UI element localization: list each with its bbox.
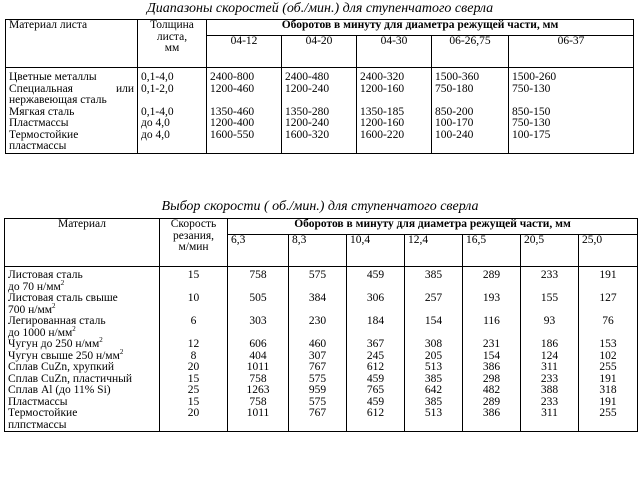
t2-value-cell: 233 bbox=[521, 397, 579, 409]
t2-value-cell: 155 bbox=[521, 293, 579, 316]
t1-value-cell: 1350-185 bbox=[357, 107, 432, 119]
t2-value-cell: 233 bbox=[521, 374, 579, 386]
t2-value-cell: 306 bbox=[347, 293, 405, 316]
t1-thickness-cell: 0,1-4,0 bbox=[138, 107, 207, 119]
t2-material-cell: Сплав CuZn, пластичный bbox=[5, 374, 160, 386]
t2-value-cell: 460 bbox=[289, 339, 347, 351]
t2-value-cell: 513 bbox=[405, 408, 463, 432]
t2-value-cell: 311 bbox=[521, 362, 579, 374]
t1-value-cell: 2400-480 bbox=[282, 68, 357, 84]
t1-value-cell: 1500-260 bbox=[509, 68, 634, 84]
t2-diameter: 16,5 bbox=[463, 235, 521, 267]
t1-diameter: 04-20 bbox=[282, 36, 357, 68]
t2-value-cell: 231 bbox=[463, 339, 521, 351]
t2-value-cell: 758 bbox=[228, 374, 289, 386]
t1-value-cell: 1600-320 bbox=[282, 130, 357, 154]
t2-material-cell: Легированная сталь до 1000 $н/мм^2$ bbox=[5, 316, 160, 339]
t1-header-thickness: Толщина листа, мм bbox=[138, 20, 207, 68]
t1-value-cell: 1600-220 bbox=[357, 130, 432, 154]
t2-speed-cell: 6 bbox=[160, 316, 228, 339]
t2-material-cell: Сплав Al (до 11% Si) bbox=[5, 385, 160, 397]
t2-value-cell: 116 bbox=[463, 316, 521, 339]
t2-value-cell: 153 bbox=[579, 339, 638, 351]
t2-value-cell: 642 bbox=[405, 385, 463, 397]
t1-value-cell: 1200-240 bbox=[282, 118, 357, 130]
t2-row bbox=[5, 385, 638, 397]
t2-header-rpm: Оборотов в минуту для диаметра режущей части, мм bbox=[228, 219, 638, 235]
t2-value-cell: 459 bbox=[347, 267, 405, 294]
t2-value-cell: 385 bbox=[405, 397, 463, 409]
t2-speed-cell: 15 bbox=[160, 397, 228, 409]
t1-value-cell: 1350-460 bbox=[207, 107, 282, 119]
t1-value-cell: 750-130 bbox=[509, 118, 634, 130]
t1-value-cell: 1350-280 bbox=[282, 107, 357, 119]
t2-value-cell: 404 bbox=[228, 351, 289, 363]
t2-value-cell: 102 bbox=[579, 351, 638, 363]
t1-diameter: 04-12 bbox=[207, 36, 282, 68]
t1-value-cell: 1200-400 bbox=[207, 118, 282, 130]
t2-value-cell: 76 bbox=[579, 316, 638, 339]
t1-diameter: 06-26,75 bbox=[432, 36, 509, 68]
t2-value-cell: 367 bbox=[347, 339, 405, 351]
t2-value-cell: 298 bbox=[463, 374, 521, 386]
t2-row bbox=[5, 293, 638, 316]
t2-value-cell: 184 bbox=[347, 316, 405, 339]
t2-value-cell: 289 bbox=[463, 267, 521, 294]
t1-diameter: 06-37 bbox=[509, 36, 634, 68]
t1-material-cell: Специальная или нержавеющая сталь bbox=[6, 84, 138, 107]
t2-header-speed: Скорость резания, м/мин bbox=[160, 219, 228, 267]
t2-value-cell: 575 bbox=[289, 397, 347, 409]
t1-thickness-cell: до 4,0 bbox=[138, 118, 207, 130]
t2-row bbox=[5, 408, 638, 432]
t2-material-cell: Пластмассы bbox=[5, 397, 160, 409]
t2-value-cell: 230 bbox=[289, 316, 347, 339]
t2-value-cell: 505 bbox=[228, 293, 289, 316]
table2-title: Выбор скорости ( об./мин.) для ступенчатого сверла bbox=[161, 199, 479, 214]
t2-value-cell: 233 bbox=[521, 267, 579, 294]
t1-value-cell: 750-180 bbox=[432, 84, 509, 107]
t2-value-cell: 154 bbox=[463, 351, 521, 363]
t1-value-cell: 2400-320 bbox=[357, 68, 432, 84]
t2-value-cell: 124 bbox=[521, 351, 579, 363]
t2-speed-cell: 8 bbox=[160, 351, 228, 363]
t2-value-cell: 385 bbox=[405, 374, 463, 386]
t2-value-cell: 384 bbox=[289, 293, 347, 316]
t1-value-cell: 1200-160 bbox=[357, 118, 432, 130]
t2-material-cell: Термостойкие плпстмассы bbox=[5, 408, 160, 432]
t2-value-cell: 575 bbox=[289, 267, 347, 294]
t1-row bbox=[6, 118, 634, 130]
t2-diameter: 6,3 bbox=[228, 235, 289, 267]
t1-value-cell: 1200-240 bbox=[282, 84, 357, 107]
t2-value-cell: 318 bbox=[579, 385, 638, 397]
t2-value-cell: 612 bbox=[347, 408, 405, 432]
table1-title: Диапазоны скоростей (об./мин.) для ступенчатого сверла bbox=[146, 1, 494, 16]
t1-material-cell: Термостойкие пластмассы bbox=[6, 130, 138, 154]
t1-value-cell: 850-200 bbox=[432, 107, 509, 119]
t2-value-cell: 308 bbox=[405, 339, 463, 351]
t2-value-cell: 575 bbox=[289, 374, 347, 386]
speed-selection-table bbox=[4, 218, 638, 432]
t1-value-cell: 1200-160 bbox=[357, 84, 432, 107]
t1-value-cell: 750-130 bbox=[509, 84, 634, 107]
t2-value-cell: 758 bbox=[228, 267, 289, 294]
t2-diameter: 20,5 bbox=[521, 235, 579, 267]
t1-value-cell: 100-175 bbox=[509, 130, 634, 154]
t2-value-cell: 93 bbox=[521, 316, 579, 339]
t2-speed-cell: 12 bbox=[160, 339, 228, 351]
t2-value-cell: 612 bbox=[347, 362, 405, 374]
t2-value-cell: 255 bbox=[579, 362, 638, 374]
t2-value-cell: 191 bbox=[579, 397, 638, 409]
t2-diameter: 10,4 bbox=[347, 235, 405, 267]
t2-value-cell: 388 bbox=[521, 385, 579, 397]
t2-value-cell: 765 bbox=[347, 385, 405, 397]
t2-diameter: 25,0 bbox=[579, 235, 638, 267]
t1-value-cell: 1600-550 bbox=[207, 130, 282, 154]
t1-header-material: Материал листа bbox=[6, 20, 138, 68]
t2-value-cell: 289 bbox=[463, 397, 521, 409]
t2-value-cell: 1263 bbox=[228, 385, 289, 397]
t1-diameter: 04-30 bbox=[357, 36, 432, 68]
t2-value-cell: 959 bbox=[289, 385, 347, 397]
t2-material-cell: Чугун до 250 $н/мм^2$ bbox=[5, 339, 160, 351]
t2-value-cell: 385 bbox=[405, 267, 463, 294]
t1-row bbox=[6, 84, 634, 107]
t2-value-cell: 482 bbox=[463, 385, 521, 397]
t1-value-cell: 1200-460 bbox=[207, 84, 282, 107]
t2-value-cell: 186 bbox=[521, 339, 579, 351]
t2-diameter: 12,4 bbox=[405, 235, 463, 267]
t2-speed-cell: 20 bbox=[160, 362, 228, 374]
t2-value-cell: 257 bbox=[405, 293, 463, 316]
t2-speed-cell: 10 bbox=[160, 293, 228, 316]
t2-value-cell: 127 bbox=[579, 293, 638, 316]
t1-value-cell: 1500-360 bbox=[432, 68, 509, 84]
t2-material-cell: Чугун свыше 250 $н/мм^2$ bbox=[5, 351, 160, 363]
t2-diameter: 8,3 bbox=[289, 235, 347, 267]
t2-value-cell: 1011 bbox=[228, 362, 289, 374]
t2-value-cell: 1011 bbox=[228, 408, 289, 432]
t2-value-cell: 303 bbox=[228, 316, 289, 339]
t2-material-cell: Сплав CuZn, хрупкий bbox=[5, 362, 160, 374]
t2-value-cell: 513 bbox=[405, 362, 463, 374]
t1-header-speed: Оборотов в минуту для диаметра режущей части, мм bbox=[207, 20, 634, 36]
t2-value-cell: 191 bbox=[579, 267, 638, 294]
t2-value-cell: 193 bbox=[463, 293, 521, 316]
t1-value-cell: 850-150 bbox=[509, 107, 634, 119]
t2-value-cell: 154 bbox=[405, 316, 463, 339]
t2-value-cell: 386 bbox=[463, 362, 521, 374]
t2-material-cell: Листовая сталь свыше 700 $н/мм^2$ bbox=[5, 293, 160, 316]
t1-thickness-cell: 0,1-2,0 bbox=[138, 84, 207, 107]
t2-speed-cell: 25 bbox=[160, 385, 228, 397]
t2-value-cell: 459 bbox=[347, 374, 405, 386]
t2-value-cell: 311 bbox=[521, 408, 579, 432]
t1-thickness-cell: 0,1-4,0 bbox=[138, 68, 207, 84]
t1-material-cell: Мягкая сталь bbox=[6, 107, 138, 119]
t2-value-cell: 459 bbox=[347, 397, 405, 409]
t1-value-cell: 2400-800 bbox=[207, 68, 282, 84]
t1-value-cell: 100-170 bbox=[432, 118, 509, 130]
t1-material-cell: Пластмассы bbox=[6, 118, 138, 130]
t2-speed-cell: 20 bbox=[160, 408, 228, 432]
t2-value-cell: 767 bbox=[289, 362, 347, 374]
t2-speed-cell: 15 bbox=[160, 374, 228, 386]
t1-material-cell: Цветные металлы bbox=[6, 68, 138, 84]
t2-value-cell: 245 bbox=[347, 351, 405, 363]
t2-value-cell: 386 bbox=[463, 408, 521, 432]
t1-value-cell: 100-240 bbox=[432, 130, 509, 154]
t2-value-cell: 255 bbox=[579, 408, 638, 432]
t2-speed-cell: 15 bbox=[160, 267, 228, 294]
t2-value-cell: 758 bbox=[228, 397, 289, 409]
t2-row bbox=[5, 267, 638, 294]
t2-value-cell: 606 bbox=[228, 339, 289, 351]
t2-material-cell: Листовая сталь до 70 $н/мм^2$ bbox=[5, 267, 160, 294]
t2-value-cell: 205 bbox=[405, 351, 463, 363]
t2-value-cell: 307 bbox=[289, 351, 347, 363]
t1-thickness-cell: до 4,0 bbox=[138, 130, 207, 154]
t2-header-material: Материал bbox=[5, 219, 160, 267]
t2-value-cell: 191 bbox=[579, 374, 638, 386]
t1-row bbox=[6, 130, 634, 154]
t2-value-cell: 767 bbox=[289, 408, 347, 432]
speed-range-table bbox=[5, 19, 634, 154]
t1-row bbox=[6, 68, 634, 84]
